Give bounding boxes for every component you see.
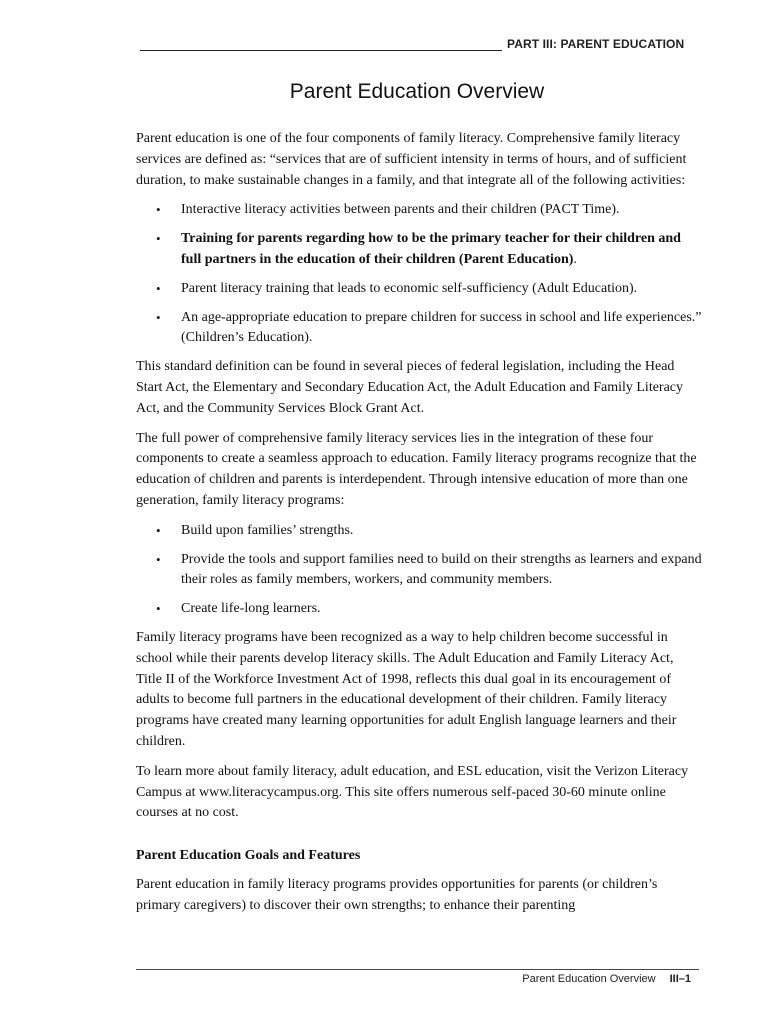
list-item-text: Provide the tools and support families need to build on their strengths as learners and expand their roles as family members, workers, and community members. [181, 551, 702, 588]
power-paragraph: The full power of comprehensive family literacy services lies in the integration of these four components to create a seamless approach to education. Family literacy programs recognize that the education of children and parents is interdependent. Through intensive education of more than one generation, family literacy programs: [136, 430, 697, 508]
list-item [136, 279, 702, 300]
header-rule [140, 50, 502, 51]
bullet-icon: • [156, 601, 161, 617]
list-item-text: Parent literacy training that leads to economic self-sufficiency (Adult Education). [181, 280, 638, 296]
goals-paragraph: Parent education in family literacy programs provides opportunities for parents (or children’s primary caregivers) to discover their own strengths; to enhance their parenting [136, 876, 658, 913]
list-item-text: Create life-long learners. [181, 601, 321, 617]
list-item [136, 550, 702, 592]
bullet-icon: • [156, 551, 161, 567]
list-item-suffix: . [573, 251, 577, 267]
bullet-icon: • [156, 522, 161, 538]
learn-more-paragraph: To learn more about family literacy, adult education, and ESL education, visit the Verizon Literacy Campus at www.literacycampus.org. This site offers numerous self-paced 30-60 minute online courses at no cost. [136, 763, 689, 821]
programs-list [136, 521, 702, 620]
list-item [136, 521, 702, 542]
recognized-paragraph: Family literacy programs have been recognized as a way to help children become successful in school while their parents develop literacy skills. The Adult Education and Family Literacy Act, Title II of the Workforce Investment Act of 1998, reflects this dual goal in its encouragement of adults to become full partners in the educational development of their children. Family literacy programs have created many learning opportunities for adult English language learners and their children. [136, 629, 677, 749]
list-item-text: An age-appropriate education to prepare children for success in school and life experiences.” (Children’s Education). [181, 309, 702, 346]
footer-rule [136, 969, 699, 970]
page-title: Parent Education Overview [289, 80, 545, 103]
legislation-paragraph: This standard definition can be found in several pieces of federal legislation, including the Head Start Act, the Elementary and Secondary Education Act, the Adult Education and Family Literacy Act, and the Community Services Block Grant Act. [136, 359, 684, 416]
intro-paragraph: Parent education is one of the four components of family literacy. Comprehensive family literacy services are defined as: “services that are of sufficient intensity in terms of hours, and of sufficient duration, to make sustainable changes in a family, and that integrate all of the following activities: [136, 131, 687, 188]
list-item-text: Interactive literacy activities between parents and their children (PACT Time). [181, 202, 620, 218]
list-item [136, 308, 702, 350]
bullet-icon: • [156, 309, 161, 325]
list-item-text: Training for parents regarding how to be the primary teacher for their children and full partners in the education of their children (Parent Education) [181, 231, 681, 267]
activities-list [136, 200, 702, 349]
page-footer [522, 973, 691, 985]
list-item [136, 200, 702, 221]
list-item [136, 599, 702, 620]
footer-label: Parent Education Overview [522, 973, 656, 985]
document-body [136, 129, 702, 926]
section-heading: Parent Education Goals and Features [136, 848, 361, 864]
bullet-icon: • [156, 202, 161, 218]
running-header: PART III: PARENT EDUCATION [507, 37, 685, 51]
page-number: III–1 [669, 973, 691, 985]
list-item-text: Build upon families’ strengths. [181, 522, 354, 538]
bullet-icon: • [156, 280, 161, 296]
bullet-icon: • [156, 231, 161, 247]
list-item [136, 229, 702, 271]
